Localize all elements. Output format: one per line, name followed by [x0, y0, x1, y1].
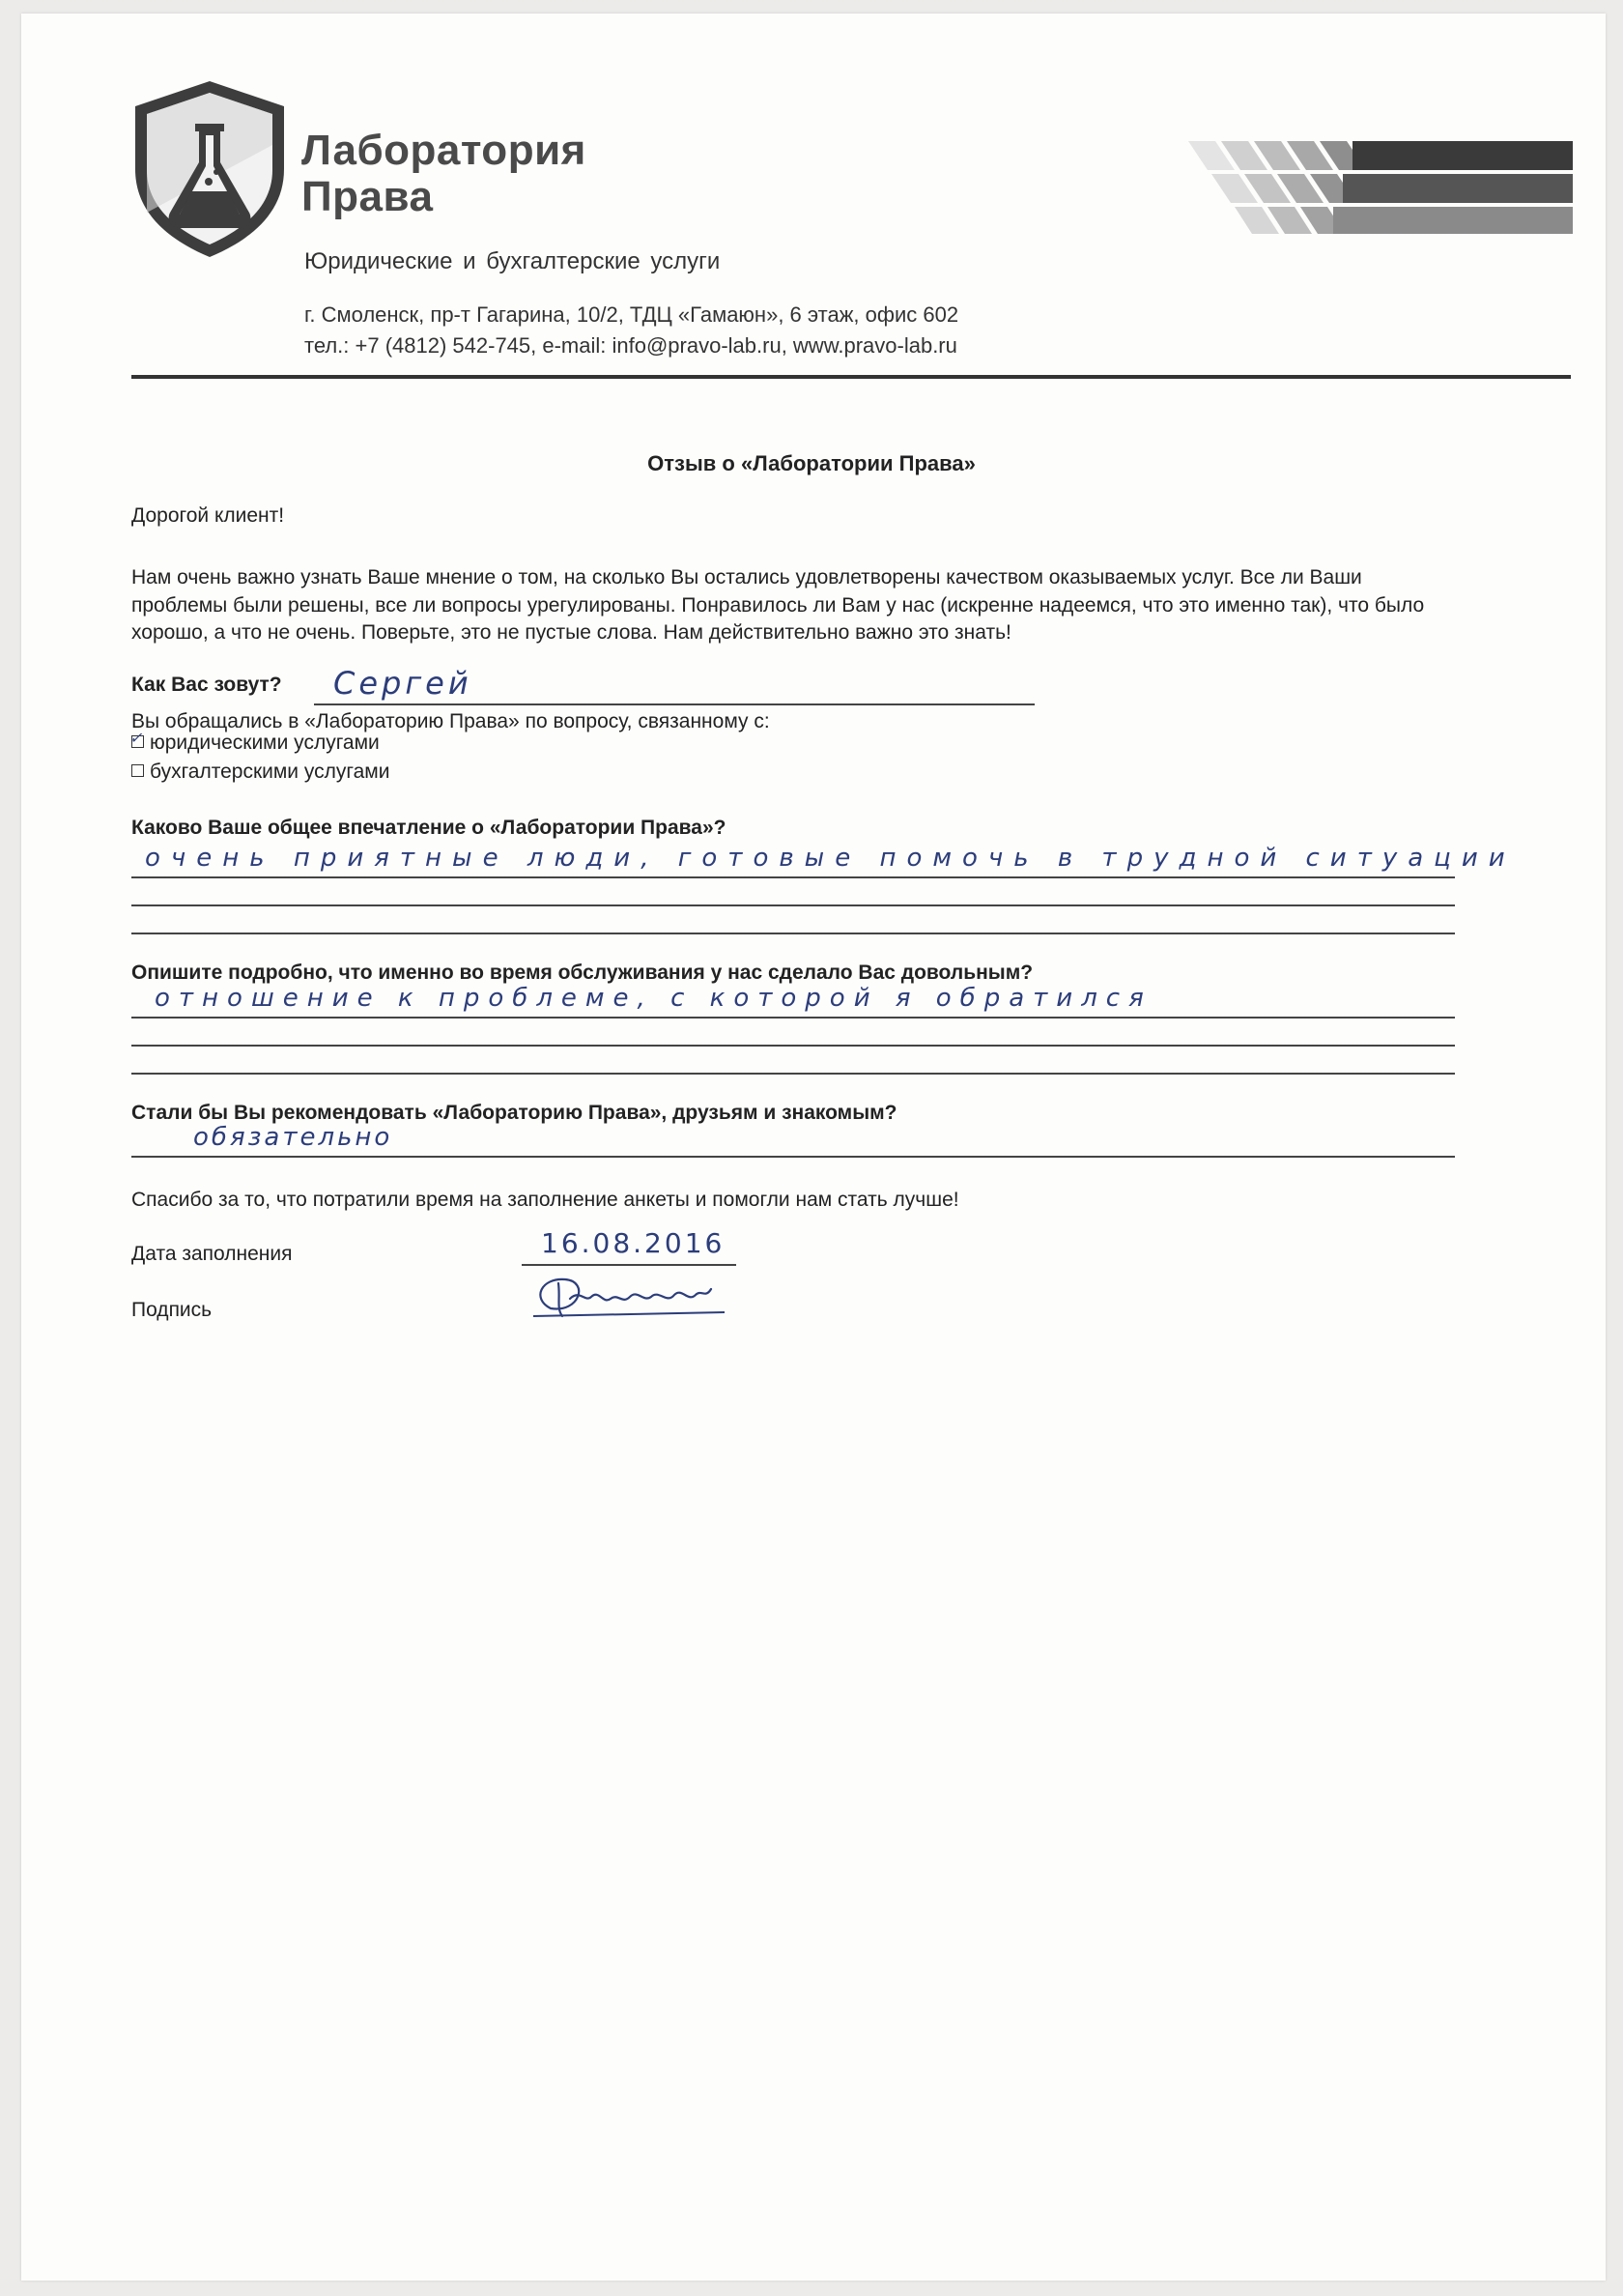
satisfaction-question: Опишите подробно, что именно во время обслуживания у нас сделало Вас довольным?: [131, 961, 1034, 984]
option-accounting-label: бухгалтерскими услугами: [150, 761, 390, 783]
answer-line: [131, 1045, 1455, 1047]
impression-question: Каково Ваше общее впечатление о «Лаборатории Права»?: [131, 817, 726, 839]
satisfaction-answer[interactable]: отношение к проблеме, с которой я обратился: [155, 984, 1153, 1013]
answer-line: [131, 1017, 1455, 1019]
impression-answer[interactable]: очень приятные люди, готовые помочь в трудной ситуации: [145, 844, 1516, 873]
address-line: г. Смоленск, пр-т Гагарина, 10/2, ТДЦ «Гамаюн», 6 этаж, офис 602: [304, 302, 959, 327]
answer-line: [131, 933, 1455, 934]
checkbox-unchecked[interactable]: [131, 764, 144, 777]
option-legal[interactable]: [131, 732, 380, 755]
brand-name: [301, 128, 586, 220]
thanks-text: Спасибо за то, что потратили время на заполнение анкеты и помогли нам стать лучше!: [131, 1189, 959, 1211]
flask-shield-logo-icon: [128, 77, 292, 261]
name-answer[interactable]: Сергей: [333, 665, 472, 702]
name-question: Как Вас зовут?: [131, 674, 282, 696]
brand-line-1: Лаборатория: [301, 127, 586, 174]
checkbox-checked[interactable]: [129, 731, 144, 748]
option-accounting[interactable]: [131, 761, 389, 784]
handwritten-signature: [522, 1260, 744, 1328]
option-legal-label: юридическими услугами: [150, 732, 380, 754]
greeting: Дорогой клиент!: [131, 504, 285, 527]
date-label: Дата заполнения: [131, 1243, 293, 1265]
answer-line: [131, 876, 1455, 878]
intro-paragraph: Нам очень важно узнать Ваше мнение о том, на сколько Вы остались удовлетворены качеством оказываемых услуг. Все ли Ваши проблемы были решены, все ли вопросы урегулированы. Понравилось ли Вам у нас (искренне надеемся, что это именно так), что было хорошо, а что не очень. Поверьте, это не пустые слова. Нам действительно важно это знать!: [131, 566, 1425, 644]
signature-label: Подпись: [131, 1299, 213, 1321]
answer-line: [131, 1073, 1455, 1075]
topic-question: Вы обращались в «Лабораторию Права» по вопросу, связанному с:: [131, 710, 770, 732]
decorative-stripes-icon: [1188, 141, 1573, 234]
answer-line: [131, 904, 1455, 906]
contacts-line: тел.: +7 (4812) 542-745, e-mail: info@pravo-lab.ru, www.pravo-lab.ru: [304, 333, 957, 358]
date-value[interactable]: 16.08.2016: [541, 1227, 726, 1259]
recommend-answer[interactable]: обязательно: [193, 1123, 393, 1152]
name-answer-line: [314, 703, 1035, 705]
recommend-question: Стали бы Вы рекомендовать «Лабораторию Права», друзьям и знакомым?: [131, 1102, 897, 1124]
contact-block: [304, 300, 958, 361]
brand-line-2: Права: [301, 173, 434, 220]
tagline: Юридические и бухгалтерские услуги: [304, 248, 721, 274]
answer-line: [131, 1156, 1455, 1158]
header-divider: [131, 375, 1571, 379]
form-title: Отзыв о «Лаборатории Права»: [647, 451, 976, 475]
check-mark-icon: ✓: [129, 731, 143, 747]
